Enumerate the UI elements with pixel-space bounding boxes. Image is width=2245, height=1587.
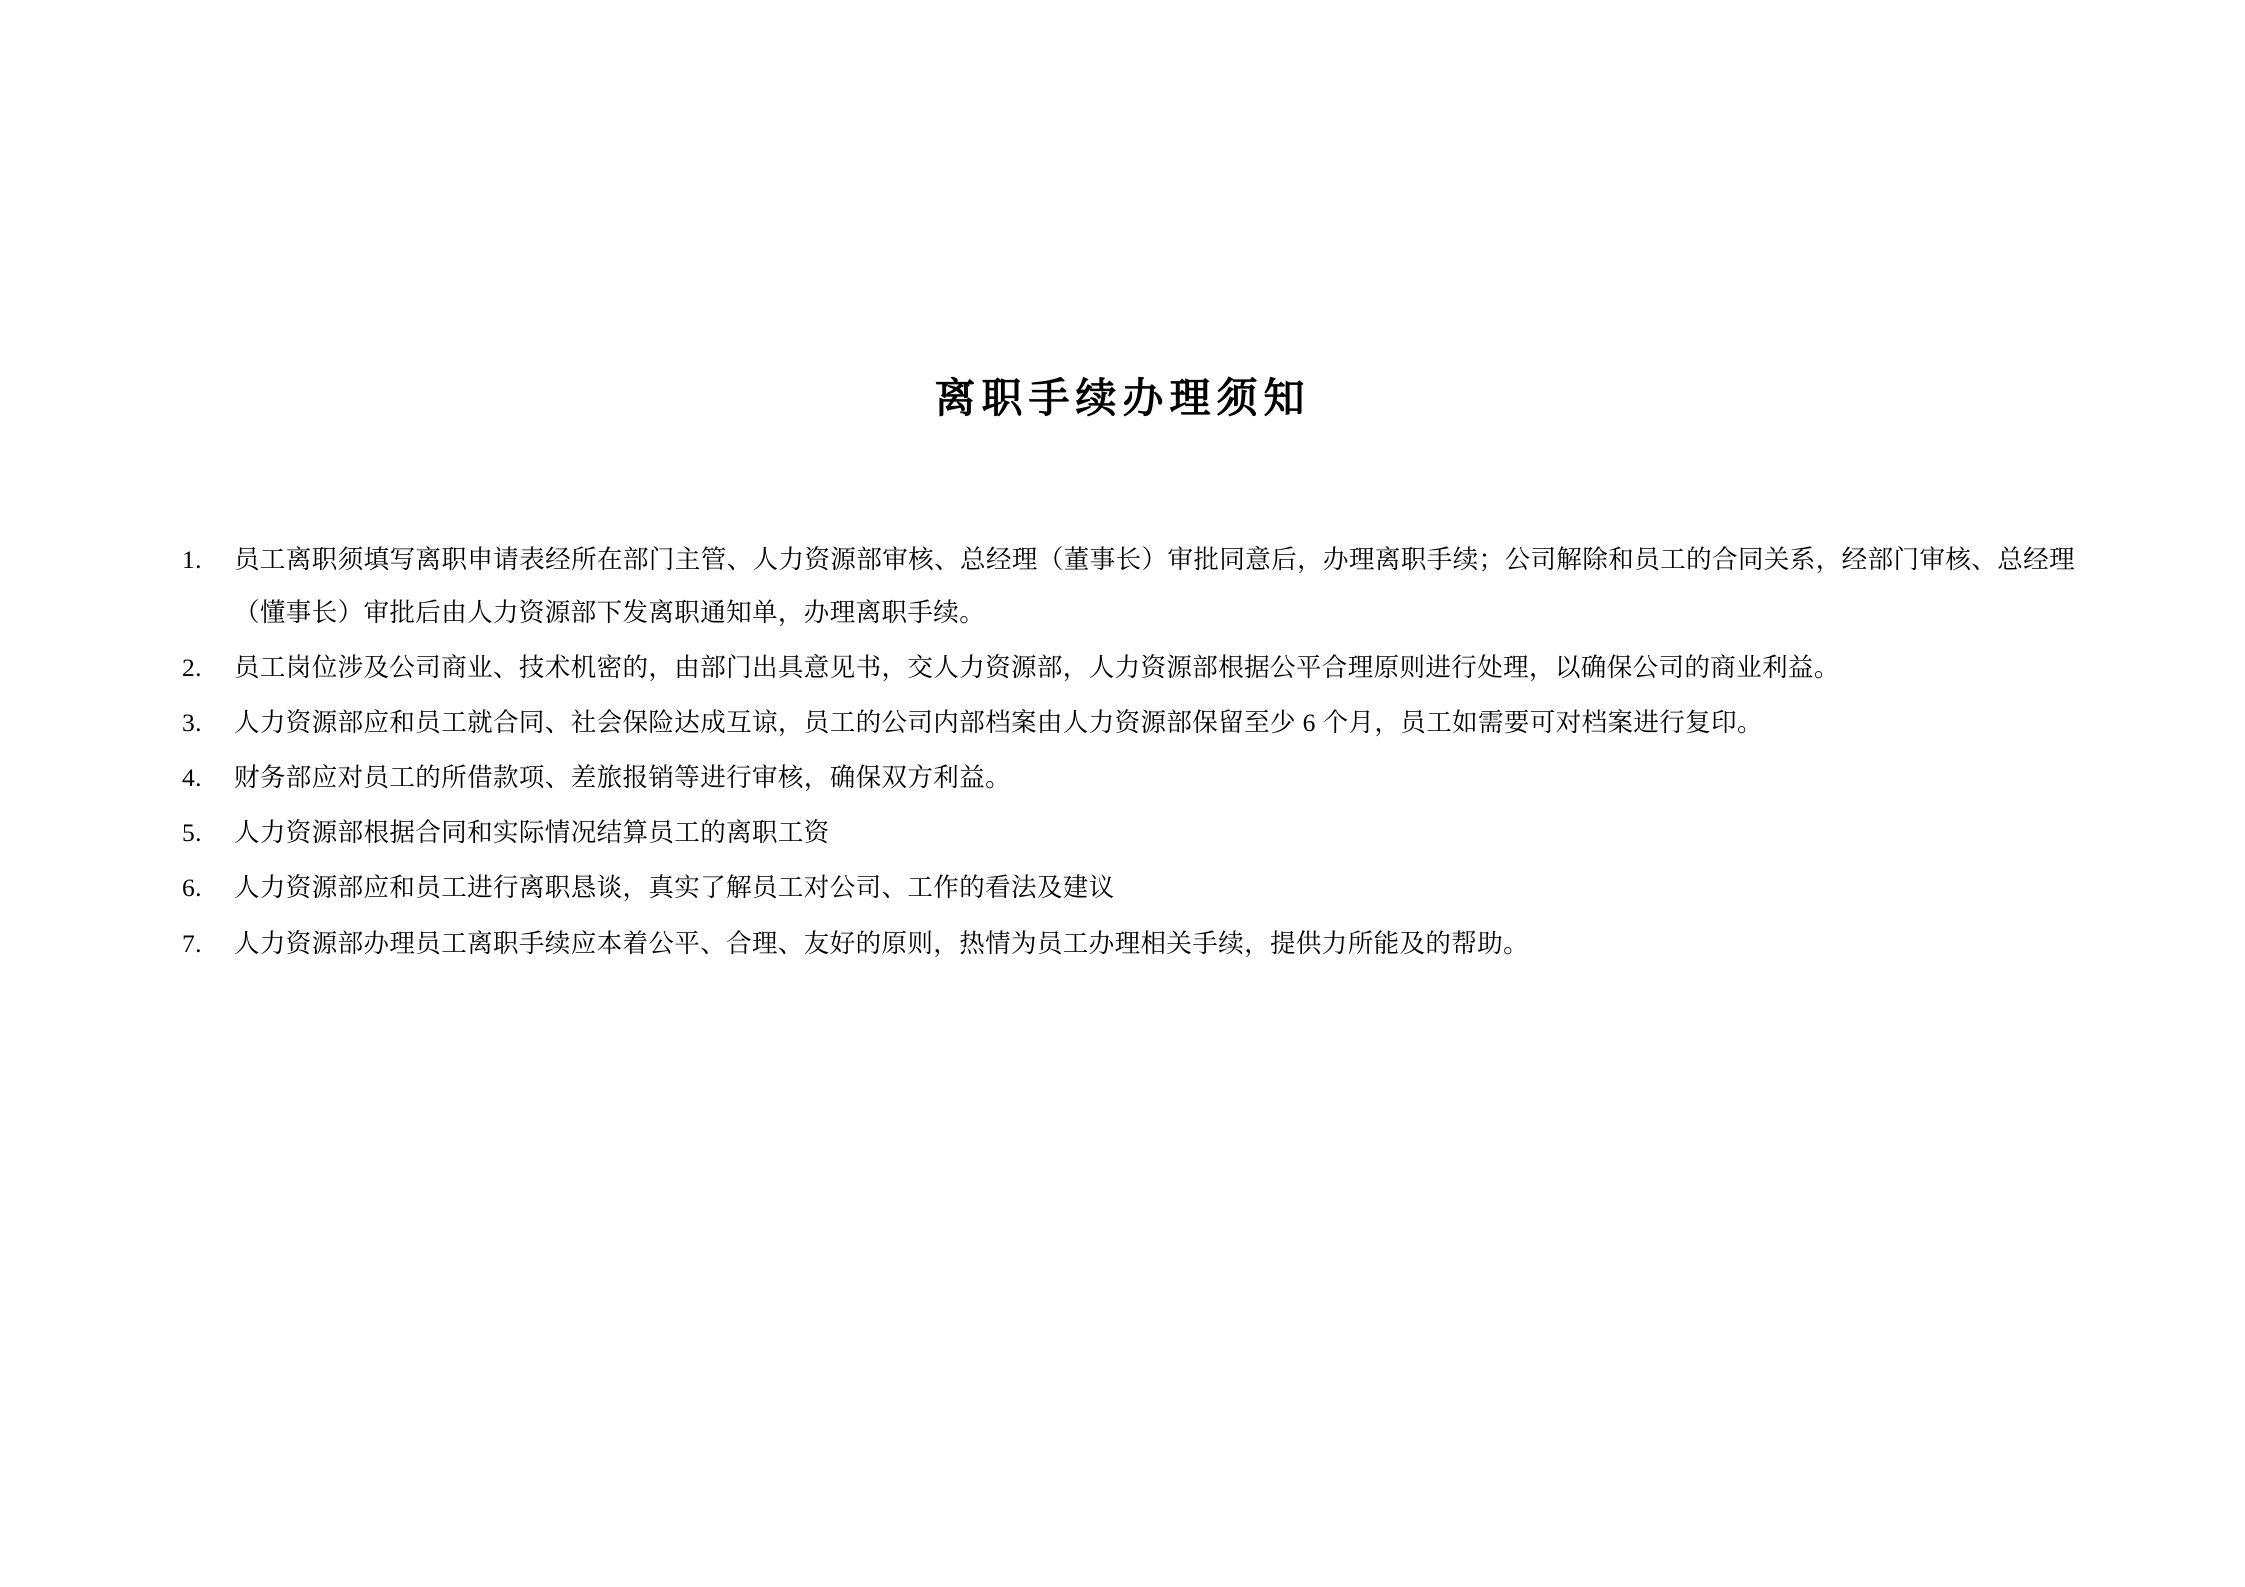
list-item-number: 7. — [182, 928, 202, 958]
list-item-text: 人力资源部办理员工离职手续应本着公平、合理、友好的原则，热情为员工办理相关手续，提供力所能及的帮助。 — [234, 928, 1530, 958]
list-item-number: 4. — [182, 763, 202, 793]
rules-list — [182, 533, 2075, 969]
list-item — [182, 641, 2075, 694]
list-item — [182, 533, 2075, 639]
list-item-text: 人力资源部根据合同和实际情况结算员工的离职工资 — [234, 818, 830, 848]
list-item-text: 人力资源部应和员工就合同、社会保险达成互谅，员工的公司内部档案由人力资源部保留至少 6 个月，员工如需要可对档案进行复印。 — [234, 708, 1763, 738]
list-item — [182, 861, 2075, 914]
document-body — [0, 533, 2245, 969]
list-item — [182, 751, 2075, 804]
list-item-number: 1. — [182, 545, 202, 575]
list-item-number: 5. — [182, 818, 202, 848]
list-item-text: 财务部应对员工的所借款项、差旅报销等进行审核，确保双方利益。 — [234, 763, 1012, 793]
list-item-number: 2. — [182, 653, 202, 683]
list-item-text: 员工离职须填写离职申请表经所在部门主管、人力资源部审核、总经理（董事长）审批同意后，办理离职手续；公司解除和员工的合同关系，经部门审核、总经理（懂事长）审批后由人力资源部下发离职通知单，办理离职手续。 — [234, 545, 2075, 628]
list-item — [182, 917, 2075, 970]
page-title: 离职手续办理须知 — [934, 375, 1311, 421]
list-item-number: 6. — [182, 873, 202, 903]
list-item — [182, 806, 2075, 859]
list-item-text: 人力资源部应和员工进行离职恳谈，真实了解员工对公司、工作的看法及建议 — [234, 873, 1115, 903]
list-item-number: 3. — [182, 708, 202, 738]
list-item — [182, 696, 2075, 749]
list-item-text: 员工岗位涉及公司商业、技术机密的，由部门出具意见书，交人力资源部，人力资源部根据公平合理原则进行处理，以确保公司的商业利益。 — [234, 653, 1840, 683]
